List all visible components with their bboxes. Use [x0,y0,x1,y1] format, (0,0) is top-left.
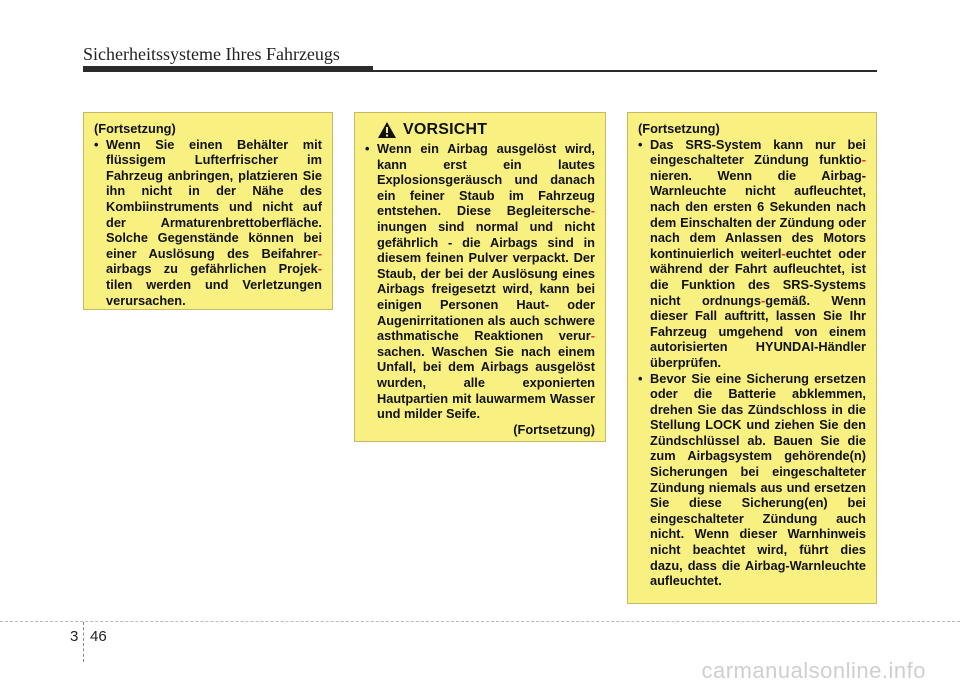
warning-triangle-icon [377,121,397,139]
bullet-item [365,141,595,422]
page-number-divider [83,622,85,662]
bullet-item [638,371,866,589]
bullet-text: Das SRS-System kann nur bei eingeschalteter Zündung funktio [650,136,866,168]
bullet-text: nieren. Wenn die Airbag-Warnleuchte nicht aufleuchtet, nach den ersten 6 Sekunden nach dem Einschalten der Zündung oder nach dem Anlassen des Motors kontinuierlich weiterl [650,167,866,261]
header-rule [373,70,877,72]
hyphen-mark: - [317,261,322,277]
hyphen-mark: - [861,152,866,168]
hyphen-mark: - [590,203,595,219]
bullet-text: euchtet oder während der Fahrt aufleuchtet, ist die Funktion des SRS-Systems nicht ordnungs [650,245,866,308]
hyphen-mark: - [760,292,766,308]
hyphen-mark: - [590,328,595,344]
bullet-text: Wenn Sie einen Behälter mit flüssigem Lufterfrischer im Fahrzeug anbringen, platzieren Sie ihn nicht in der Nähe des Kombiinstruments und nicht auf der Armaturenbrettoberfläche. Solche Gegenstände können bei einer Auslösung des Beifahrer [106,136,322,261]
chapter-number: 3 [70,628,79,645]
bullet-text: inungen sind normal und nicht gefährlich - die Airbags sind in diesem feinen Pulver verpackt. Der Staub, der bei der Auslösung eines Airbags freigesetzt wird, kann bei einigen Personen Haut- oder Augenirritationen als auch schwere asthmatische Reaktionen verur [377,218,595,344]
footer-rule [0,621,960,622]
hyphen-mark: - [781,245,786,261]
bullet-text: sachen. Waschen Sie nach einem Unfall, bei dem Airbags ausgelöst wurden, alle exponierten Hautpartien mit lauwarmem Wasser und milder Seife. [377,343,595,422]
caution-header [365,121,595,139]
continued-label: (Fortsetzung) [513,421,595,437]
hyphen-mark: - [317,245,322,261]
bullet-item [638,137,866,371]
bullet-text: airbags zu gefährlichen Projek [106,261,318,277]
continued-label: (Fortsetzung) [94,121,176,136]
bullet-text: gemäß. Wenn dieser Fall auftritt, lassen Sie Ihr Fahrzeug umgehend von einem autorisierten HYUNDAI-Händler überprüfen. [650,292,866,370]
caution-title: VORSICHT [403,121,488,139]
page-number: 46 [90,628,107,645]
bullet-text: Wenn ein Airbag ausgelöst wird, kann erst ein lautes Explosionsgeräusch und danach ein feiner Staub im Fahrzeug entstehen. Diese Begleitersche [377,141,595,219]
note-box-left [83,112,333,310]
note-box-right [627,112,877,604]
continued-label: (Fortsetzung) [638,121,720,136]
watermark: carmanualsonline.info [701,658,926,683]
bullet-item [94,137,322,309]
page-title: Sicherheitssysteme Ihres Fahrzeugs [83,44,340,64]
header-bar [83,66,373,72]
bullet-text: tilen werden und Verletzungen verursachen. [106,276,322,308]
bullet-text: Bevor Sie eine Sicherung ersetzen oder die Batterie abklemmen, drehen Sie das Zündschloss in die Stellung LOCK und ziehen Sie den Zündschlüssel ab. Bauen Sie die zum Airbagsystem gehörende(n) Sicherungen bei eingeschalteter Zündung niemals aus und ersetzen Sie diese Sicherung(en) bei eingeschalteter Zündung auch nicht. Wenn dieser Warnhinweis nicht beachtet wird, führt dies dazu, dass die Airbag-Warnleuchte aufleuchtet. [650,370,866,589]
caution-box [354,112,606,442]
